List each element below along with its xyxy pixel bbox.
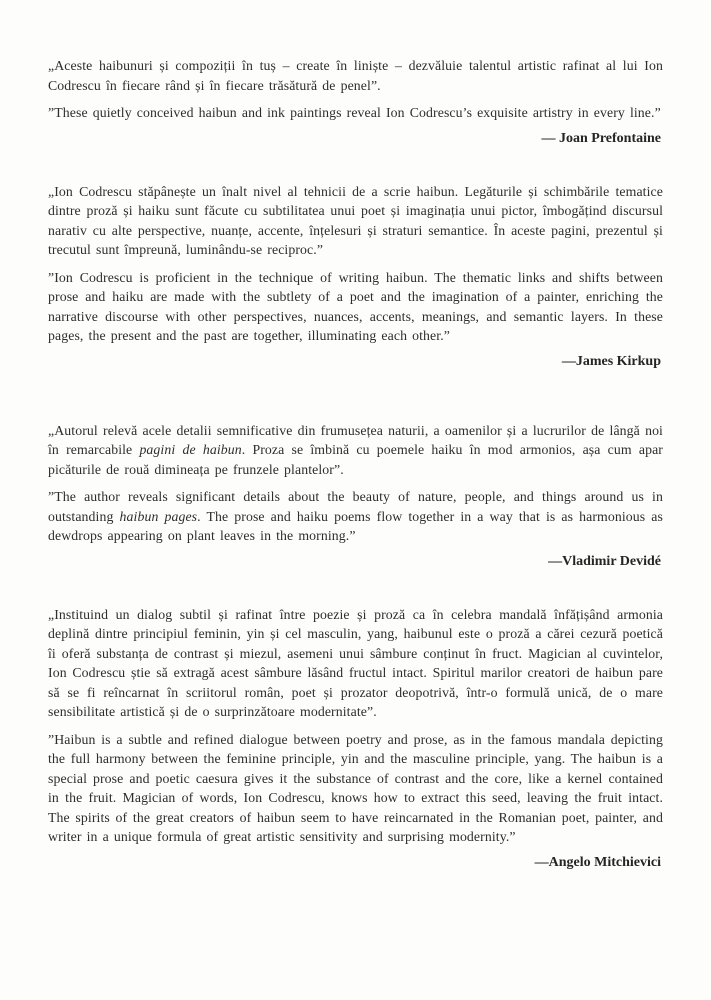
blurb-devide	[48, 421, 663, 571]
blurb-text-english: ”Haibun is a subtle and refined dialogue between poetry and prose, as in the famous mandala depicting the full harmony between the feminine principle, yin and the masculine principle, yang. The haibun is a special prose and poetic caesura gives it the substance of contrast and the core, like a kernel contained in the fruit. Magician of words, Ion Codrescu, knows how to extract this seed, leaving the fruit intact. The spirits of the great creators of haibun seem to have reincarnated in the Romanian poet, painter, and writer in a unique formula of great artistic sensitivity and surprising modernity.”	[48, 731, 663, 844]
blurb-attribution: —Vladimir Devidé	[548, 553, 661, 569]
blurb-text-english: ”These quietly conceived haibun and ink paintings reveal Ion Codrescu’s exquisite artistry in every line.”	[48, 105, 661, 120]
blurb-attribution: — Joan Prefontaine	[541, 130, 661, 146]
text-run: „Autorul relevă acele detalii semnificative din frumusețea naturii, a oamenilor și a lucrurilor de lângă noi în remarcabile	[48, 422, 663, 457]
blurb-text-english	[48, 487, 663, 546]
text-run: . Proza se îmbină cu poemele haiku în mod armonios, așa cum apar picăturile de rouă dimineața pe frunzele plantelor”.	[48, 442, 663, 477]
blurb-text-romanian: „Ion Codrescu stăpânește un înalt nivel al tehnicii de a scrie haibun. Legăturile și schimbările tematice dintre proză și haiku sunt făcute cu subtilitatea unui poet și imaginația unui pictor, îmbogățind discursul narativ cu alte perspective, nuanțe, accente, înțelesuri și straturi semantice. În aceste pagini, prezentul și trecutul sunt împreună, luminându-se reciproc.”	[48, 183, 663, 257]
text-run-italic: haibun pages	[119, 508, 198, 524]
blurb-attribution: —Angelo Mitchievici	[534, 854, 661, 870]
text-run: . The prose and haiku poems flow together in a way that is as harmonious as dewdrops appearing on plant leaves in the morning.”	[48, 508, 663, 543]
blurb-text-romanian	[48, 421, 663, 480]
text-run-italic: pagini de haibun	[139, 442, 242, 457]
text-run: ”The author reveals significant details about the beauty of nature, people, and things around us in outstanding	[48, 489, 663, 524]
blurb-mitchievici	[48, 605, 663, 872]
blurb-attribution: —James Kirkup	[561, 353, 661, 369]
blurb-text-romanian: „Instituind un dialog subtil și rafinat între poezie și proză ca în celebra mandală înfățișând armonia deplină dintre principiul feminin, yin și cel masculin, yang, haibunul este o proză a cărei cezură poetică îi oferă substanța de contrast și miezul, asemeni unui sâmbure conținut în fruct. Magician al cuvintelor, Ion Codrescu știe să extragă acest sâmbure lăsând fructul intact. Spiritul marilor creatori de haibun pare să se fi reîncarnat în scriitorul român, poet și prozator deopotrivă, într-o formulă unică, de o mare sensibilitate artistică și de o surprinzătoare modernitate”.	[48, 606, 663, 719]
blurb-text-romanian: „Aceste haibunuri și compoziții în tuș – create în liniște – dezvăluie talentul artistic rafinat al lui Ion Codrescu în fiecare rând și în fiecare trăsătură de penel”.	[48, 58, 663, 93]
blurb-text-english: ”Ion Codrescu is proficient in the technique of writing haibun. The thematic links and shifts between prose and haiku are made with the subtlety of a poet and the imagination of a painter, enriching the narrative discourse with other perspectives, nuances, accents, meanings, and semantic layers. In these pages, the present and the past are together, illuminating each other.”	[48, 269, 663, 343]
blurb-prefontaine	[48, 56, 663, 148]
blurb-kirkup	[48, 182, 663, 371]
